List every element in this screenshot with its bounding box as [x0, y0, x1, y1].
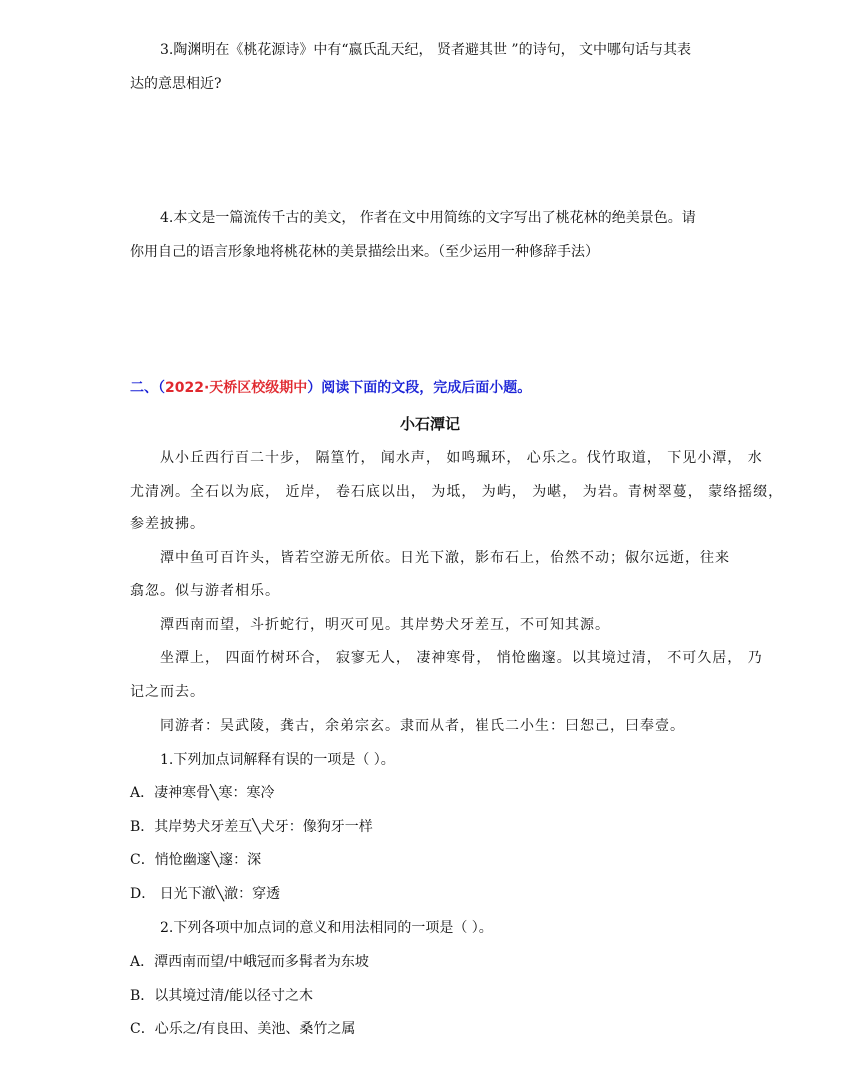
article-paragraph-4-line-1: 坐潭上， 四面竹树环合， 寂寥无人， 凄神寒骨， 悄怆幽邃。以其境过清， 不可久居， 乃	[160, 650, 763, 666]
question-2-option-c: C．心乐之/有良田、美池、桑竹之属	[130, 1021, 356, 1037]
question-1-option-a: A．凄神寒骨╲寒：寒冷	[130, 785, 275, 801]
question-2-stem: 2.下列各项中加点词的意义和用法相同的一项是（ ）。	[160, 920, 493, 936]
article-paragraph-1-line-3: 参差披拂。	[130, 516, 205, 532]
article-paragraph-4-line-2: 记之而去。	[130, 684, 205, 700]
article-paragraph-2-line-1: 潭中鱼可百许头，皆若空游无所依。日光下澈，影布石上，佁然不动；俶尔远逝，往来	[160, 550, 730, 566]
article-paragraph-1-line-2: 尤清冽。全石以为底， 近岸， 卷石底以出， 为坻， 为屿， 为嵁， 为岩。青树翠蔓， 蒙络摇缀，	[130, 484, 784, 500]
question-1-stem: 1.下列加点词解释有误的一项是（ ）。	[160, 752, 395, 768]
question-4-line-1: 4.本文是一篇流传千古的美文， 作者在文中用简练的文字写出了桃花林的绝美景色。请	[160, 210, 696, 226]
section-2-source: 2022·天桥区校级期中	[165, 380, 308, 396]
article-paragraph-5-line-1: 同游者：吴武陵，龚古，余弟宗玄。隶而从者，崔氏二小生：曰恕己，曰奉壹。	[160, 718, 685, 734]
question-2-option-a: A．潭西南而望/中峨冠而多髯者为东坡	[130, 954, 369, 970]
question-4-line-2: 你用自己的语言形象地将桃花林的美景描绘出来。（至少运用一种修辞手法）	[130, 244, 599, 260]
section-2-prefix: 二、（	[130, 380, 165, 396]
article-paragraph-1-line-1: 从小丘西行百二十步， 隔篁竹， 闻水声， 如鸣珮环， 心乐之。伐竹取道， 下见小潭， 水	[160, 450, 763, 466]
question-1-option-b: B．其岸势犬牙差互╲犬牙：像狗牙一样	[130, 819, 373, 835]
question-1-option-d: D． 日光下澈╲澈：穿透	[130, 886, 281, 902]
question-2-option-b: B．以其境过清/能以径寸之木	[130, 988, 314, 1004]
question-3-line-1: 3.陶渊明在《桃花源诗》中有“嬴氏乱天纪， 贤者避其世 ”的诗句， 文中哪句话与其表	[160, 42, 692, 58]
section-2-heading	[130, 378, 732, 398]
section-2-suffix: ）阅读下面的文段，完成后面小题。	[307, 380, 532, 396]
question-3-line-2: 达的意思相近?	[130, 76, 222, 92]
article-title: 小石潭记	[399, 415, 460, 433]
question-1-option-c: C．悄怆幽邃╲邃：深	[130, 852, 262, 868]
article-paragraph-2-line-2: 翕忽。似与游者相乐。	[130, 583, 280, 599]
article-paragraph-3-line-1: 潭西南而望，斗折蛇行，明灭可见。其岸势犬牙差互，不可知其源。	[160, 617, 610, 633]
